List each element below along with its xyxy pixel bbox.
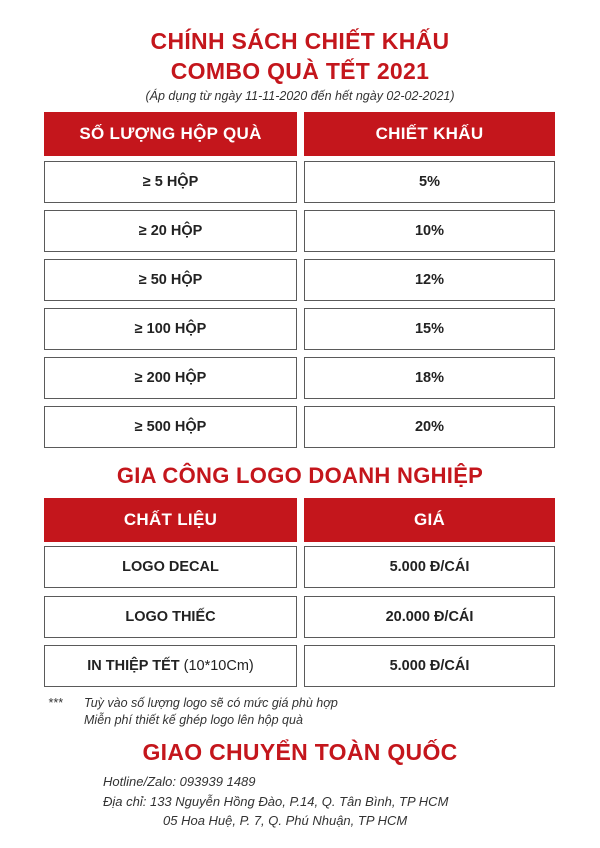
quantity-cell: ≥ 500 HỘP [44,406,297,448]
discount-cell: 15% [304,308,555,350]
discount-cell: 5% [304,161,555,203]
price-cell: 20.000 Đ/CÁI [304,596,555,638]
discount-cell: 10% [304,210,555,252]
material-label: LOGO THIẾC [125,609,216,625]
validity-subtitle: (Áp dụng từ ngày 11-11-2020 đến hết ngày 02-02-2021) [145,89,455,103]
quantity-cell: ≥ 50 HỘP [44,259,297,301]
address-line-2: 05 Hoa Huệ, P. 7, Q. Phú Nhuận, TP HCM [163,813,408,828]
quantity-cell: ≥ 20 HỘP [44,210,297,252]
logo-section-title: GIA CÔNG LOGO DOANH NGHIỆP [116,463,484,488]
material-label: LOGO DECAL [122,559,219,575]
page-title-line1: CHÍNH SÁCH CHIẾT KHẤU [150,28,450,54]
material-cell [44,546,297,588]
address-line-1: Địa chỉ: 133 Nguyễn Hồng Đào, P.14, Q. Tân Bình, TP HCM [103,794,449,809]
quantity-cell: ≥ 200 HỘP [44,357,297,399]
discount-column-header: CHIẾT KHẤU [304,112,555,156]
price-cell: 5.000 Đ/CÁI [304,546,555,588]
shipping-title: GIAO CHUYỂN TOÀN QUỐC [142,739,458,765]
material-label: IN THIỆP TẾT [87,658,180,674]
quantity-cell: ≥ 5 HỘP [44,161,297,203]
discount-cell: 18% [304,357,555,399]
quantity-column-header: SỐ LƯỢNG HỘP QUÀ [44,112,297,156]
material-cell [44,596,297,638]
material-cell [44,645,297,687]
hotline-text: Hotline/Zalo: 093939 1489 [103,774,256,789]
notes-marker: *** [48,696,63,710]
quantity-cell: ≥ 100 HỘP [44,308,297,350]
note-line-2: Miễn phí thiết kế ghép logo lên hộp quà [84,713,303,727]
price-cell: 5.000 Đ/CÁI [304,645,555,687]
note-line-1: Tuỳ vào số lượng logo sẽ có mức giá phù hợp [84,696,338,710]
page-title-line2: COMBO QUÀ TẾT 2021 [170,58,430,84]
price-column-header: GIÁ [304,498,555,542]
discount-cell: 12% [304,259,555,301]
material-size-note: (10*10Cm) [183,658,254,674]
material-column-header: CHẤT LIỆU [44,498,297,542]
discount-cell: 20% [304,406,555,448]
